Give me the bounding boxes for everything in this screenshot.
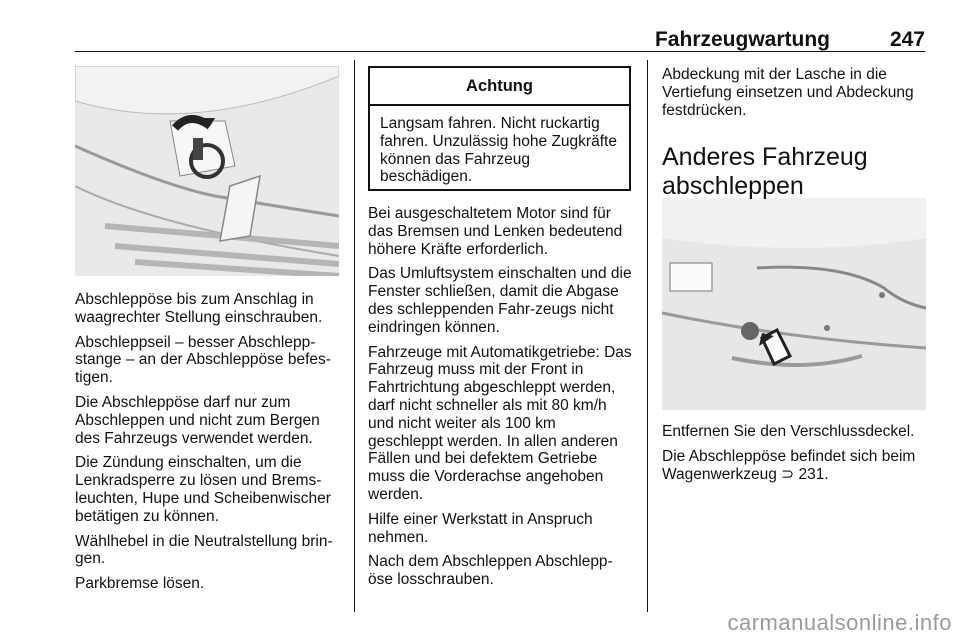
paragraph: Abschleppseil – besser Abschlepp-stange – an der Abschleppöse befes-tigen. [75,333,331,387]
paragraph: Bei ausgeschaltetem Motor sind für das Bremsen und Lenken bedeutend höhere Kräfte erforderlich. [368,205,623,258]
page-header [75,28,925,50]
watermark: carmanualsonline.info [727,610,952,635]
paragraph: Nach dem Abschleppen Abschlepp-öse losschrauben. [368,553,613,589]
paragraph: Abdeckung mit der Lasche in die Vertiefung einsetzen und Abdeckung festdrücken. [662,66,914,119]
section-title: Fahrzeugwartung [654,28,830,51]
paragraph: Das Umluftsystem einschalten und die Fenster schließen, damit die Abgase des schleppenden Fahr-zeugs nicht eindringen können. [368,265,632,336]
header-rule [75,51,925,52]
column-3-intro [662,66,927,126]
paragraph: Entfernen Sie den Verschlussdeckel. [662,423,915,440]
paragraph: Die Zündung einschalten, um die Lenkradsperre zu lösen und Brems-leuchten, Hupe und Scheibenwischer betätigen zu können. [75,454,331,525]
warning-box [368,66,631,191]
column-divider-1 [354,60,355,612]
section-heading: Anderes Fahrzeug abschleppen [662,143,868,200]
towing-eye-rear-illustration [662,198,926,410]
page-number: 247 [889,28,925,51]
paragraph: Wählhebel in die Neutralstellung brin-gen. [75,532,333,568]
towing-eye-front-illustration [75,66,339,276]
warning-text: Langsam fahren. Nicht ruckartig fahren. Unzulässig hohe Zugkräfte können das Fahrzeug beschädigen. [380,115,617,186]
paragraph: Hilfe einer Werkstatt in Anspruch nehmen. [368,510,593,546]
column-divider-2 [647,60,648,612]
paragraph: Parkbremse lösen. [75,575,205,593]
paragraph: Die Abschleppöse befindet sich beim Wagenwerkzeug ⊃ 231. [662,447,916,483]
paragraph: Abschleppöse bis zum Anschlag in waagrechter Stellung einschrauben. [75,291,323,326]
column-3-text [662,423,927,490]
paragraph: Fahrzeuge mit Automatikgetriebe: Das Fahrzeug muss mit der Front in Fahrtrichtung abgeschleppt werden, darf nicht schneller als mit 80 km/h und nicht weiter als 100 km geschleppt werden. In allen anderen Fällen und bei defektem Getriebe muss die Vorderachse angehoben werden. [368,343,632,503]
column-1-text [75,291,345,600]
column-2-text [368,205,633,596]
warning-title: Achtung [370,68,629,106]
paragraph: Die Abschleppöse darf nur zum Abschleppen und nicht zum Bergen des Fahrzeugs verwendet werden. [75,393,320,447]
